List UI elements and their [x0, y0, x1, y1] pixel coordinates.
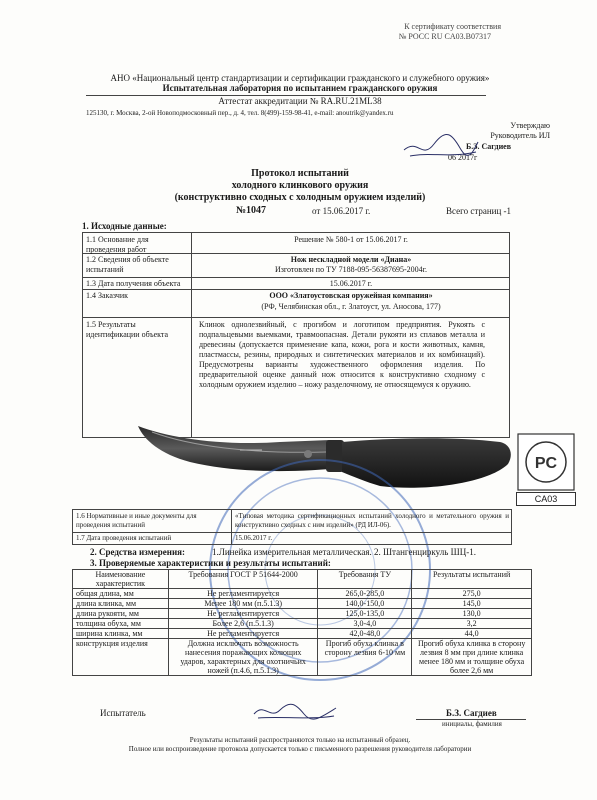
table-cell: 3,0-4,0 — [318, 619, 412, 629]
protocol-subtitle-2: (конструктивно сходных с холодным оружием изделий) — [174, 192, 426, 203]
row-label: 1.4 Заказчик — [86, 291, 129, 300]
row-label: 1.7 Дата проведения испытаний — [76, 534, 172, 542]
table-divider — [191, 233, 192, 437]
table-cell: 44,0 — [412, 629, 532, 639]
certificate-number: № РОСС RU CA03.B07317 — [398, 32, 491, 41]
measurement-tools: 1.Линейка измерительная металлическая. 2. Штангенциркуль ШЦ-1. — [212, 547, 476, 557]
protocol-title: Протокол испытаний — [251, 168, 349, 179]
row-value: 15.06.2017 г. — [235, 534, 273, 542]
head-title: Руководитель ИЛ — [490, 131, 550, 140]
table-cell: 3,2 — [412, 619, 532, 629]
table-cell: 125,0-135,0 — [318, 609, 412, 619]
certification-logo — [516, 432, 576, 492]
protocol-subtitle: холодного клинкового оружия — [231, 180, 369, 191]
row-label: 1.3 Дата получения объекта — [86, 279, 181, 288]
laboratory-name: Испытательная лаборатория по испытанием гражданского оружия — [162, 83, 438, 93]
row-value: 15.06.2017 г. — [329, 279, 373, 288]
initial-data-table — [82, 232, 510, 438]
logo-mark: PC — [534, 455, 558, 472]
row-value: Решение № 580-1 от 15.06.2017 г. — [294, 235, 408, 244]
row-value-bold: ООО «Златоустовская оружейная компания» — [269, 291, 433, 300]
table-cell: длина клинка, мм — [73, 599, 169, 609]
row-value: Изготовлен по ТУ 7188-095-56387695-2004г. — [274, 265, 427, 274]
section-1-title: 1. Исходные данные: — [82, 221, 167, 231]
approve-label: Утверждаю — [510, 121, 550, 130]
row-divider — [83, 289, 509, 290]
table-cell: 42,0-48,0 — [318, 629, 412, 639]
table-cell: ширина клинка, мм — [73, 629, 169, 639]
tester-caption: инициалы, фамилия — [442, 720, 502, 728]
footer-note: Результаты испытаний распространяются только на испытанный образец. — [189, 736, 411, 744]
column-header: Требования ГОСТ Р 51644-2000 — [168, 570, 318, 589]
tester-signature — [250, 698, 340, 724]
table-cell: 140,0-150,0 — [318, 599, 412, 609]
row-label: 1.6 Нормативные и иные документы для проведения испытаний — [76, 512, 197, 529]
certificate-label: К сертификату соответствия — [404, 22, 501, 31]
table-cell: 145,0 — [412, 599, 532, 609]
row-value-bold: Нож нескладной модели «Диана» — [290, 255, 412, 264]
row-value: (РФ, Челябинская обл., г. Златоуст, ул. Аносова, 177) — [261, 302, 441, 311]
logo-code: CA03 — [516, 492, 576, 506]
table-cell: общая длина, мм — [73, 589, 169, 599]
tester-name: Б.З. Сагдиев — [446, 708, 497, 718]
table-cell: конструкция изделия — [73, 639, 169, 676]
table-row — [73, 599, 532, 609]
row-label: 1.2 Сведения об объекте испытаний — [86, 255, 169, 274]
table-cell: 130,0 — [412, 609, 532, 619]
table-row — [73, 619, 532, 629]
table-divider — [231, 510, 232, 544]
identification-text: Клинок однолезвийный, с прогибом и логотипом предприятия. Рукоять с подпальцевыми выемками, травмоопасная. Детали рукояти из сплавов металла и древесины (допускается применение капа, кожи, рога и кости животных, камня, пластмассы, резины, природных и синтетических материалов и их комбинаций). Предусмотрены варианты художественного оформления изделия. По предварительной оценке данный нож относится к конструктивно сходному с холодным оружием изделию – ножу разделочному, не относящемуся к оружию. — [199, 320, 485, 389]
row-divider — [83, 277, 509, 278]
table-cell: Прогиб обуха клинка в сторону лезвия 8 мм при длине клинка менее 180 мм и толщине обуха более 2,6 мм — [412, 639, 532, 676]
approval-date: 06 2017г — [448, 153, 478, 162]
table-row — [73, 629, 532, 639]
table-row — [73, 609, 532, 619]
table-header-row — [73, 570, 532, 589]
section-2-title: 2. Средства измерения: — [90, 547, 185, 557]
results-table — [72, 569, 532, 676]
table-cell: 265,0-285,0 — [318, 589, 412, 599]
tester-label: Испытатель — [100, 708, 146, 718]
protocol-date: от 15.06.2017 г. — [312, 206, 371, 216]
table-row — [73, 639, 532, 676]
table-cell: 275,0 — [412, 589, 532, 599]
table-cell: Не регламентируется — [168, 589, 318, 599]
table-cell: Должна исключать возможность нанесения поражающих колющих ударов, характерных для охотничьих ножей (п.4.6, п.5.1.3) — [168, 639, 318, 676]
table-cell: Не регламентируется — [168, 629, 318, 639]
table-cell: длина рукояти, мм — [73, 609, 169, 619]
table-cell: Более 2,6 (п.5.1.3) — [168, 619, 318, 629]
address: 125130, г. Москва, 2-ой Новоподмосковный пер., д. 4, тел. 8(499)-159-98-41, e-mail: anoutrik@yandex.ru — [86, 109, 394, 117]
table-cell: толщина обуха, мм — [73, 619, 169, 629]
column-header: Требования ТУ — [318, 570, 412, 589]
approver-name: Б.З. Сагдиев — [466, 142, 512, 151]
protocol-number: №1047 — [236, 205, 267, 216]
table-row — [73, 589, 532, 599]
organization-name: АНО «Национальный центр стандартизации и сертификации гражданского и служебного оружия» — [110, 73, 490, 83]
column-header: Наименование характеристик — [73, 570, 169, 589]
section-3-title: 3. Проверяемые характеристики и результаты испытаний: — [90, 558, 331, 568]
table-cell: Не регламентируется — [168, 609, 318, 619]
row-value: «Типовая методика сертификационных испытаний холодного и метательного оружия и конструктивно сходных с ним изделий» (РД ИЛ-06). — [235, 512, 509, 529]
row-divider — [73, 532, 511, 533]
table-cell: Прогиб обуха клинка в сторону лезвия 6-10 мм — [318, 639, 412, 676]
table-cell: Менее 180 мм (п.5.1.3) — [168, 599, 318, 609]
row-label: 1.5 Результаты идентификации объекта — [86, 320, 169, 339]
footer-note: Полное или воспроизведение протокола допускается только с письменного разрешения руководителя лаборатории — [128, 745, 472, 753]
page-count: Всего страниц -1 — [446, 206, 512, 216]
row-label: 1.1 Основание для проведения работ — [86, 235, 149, 254]
column-header: Результаты испытаний — [412, 570, 532, 589]
approver-signature — [400, 130, 480, 164]
row-divider — [83, 317, 509, 318]
normative-table — [72, 509, 512, 545]
accreditation: Аттестат аккредитации № RA.RU.21ML38 — [218, 96, 382, 106]
